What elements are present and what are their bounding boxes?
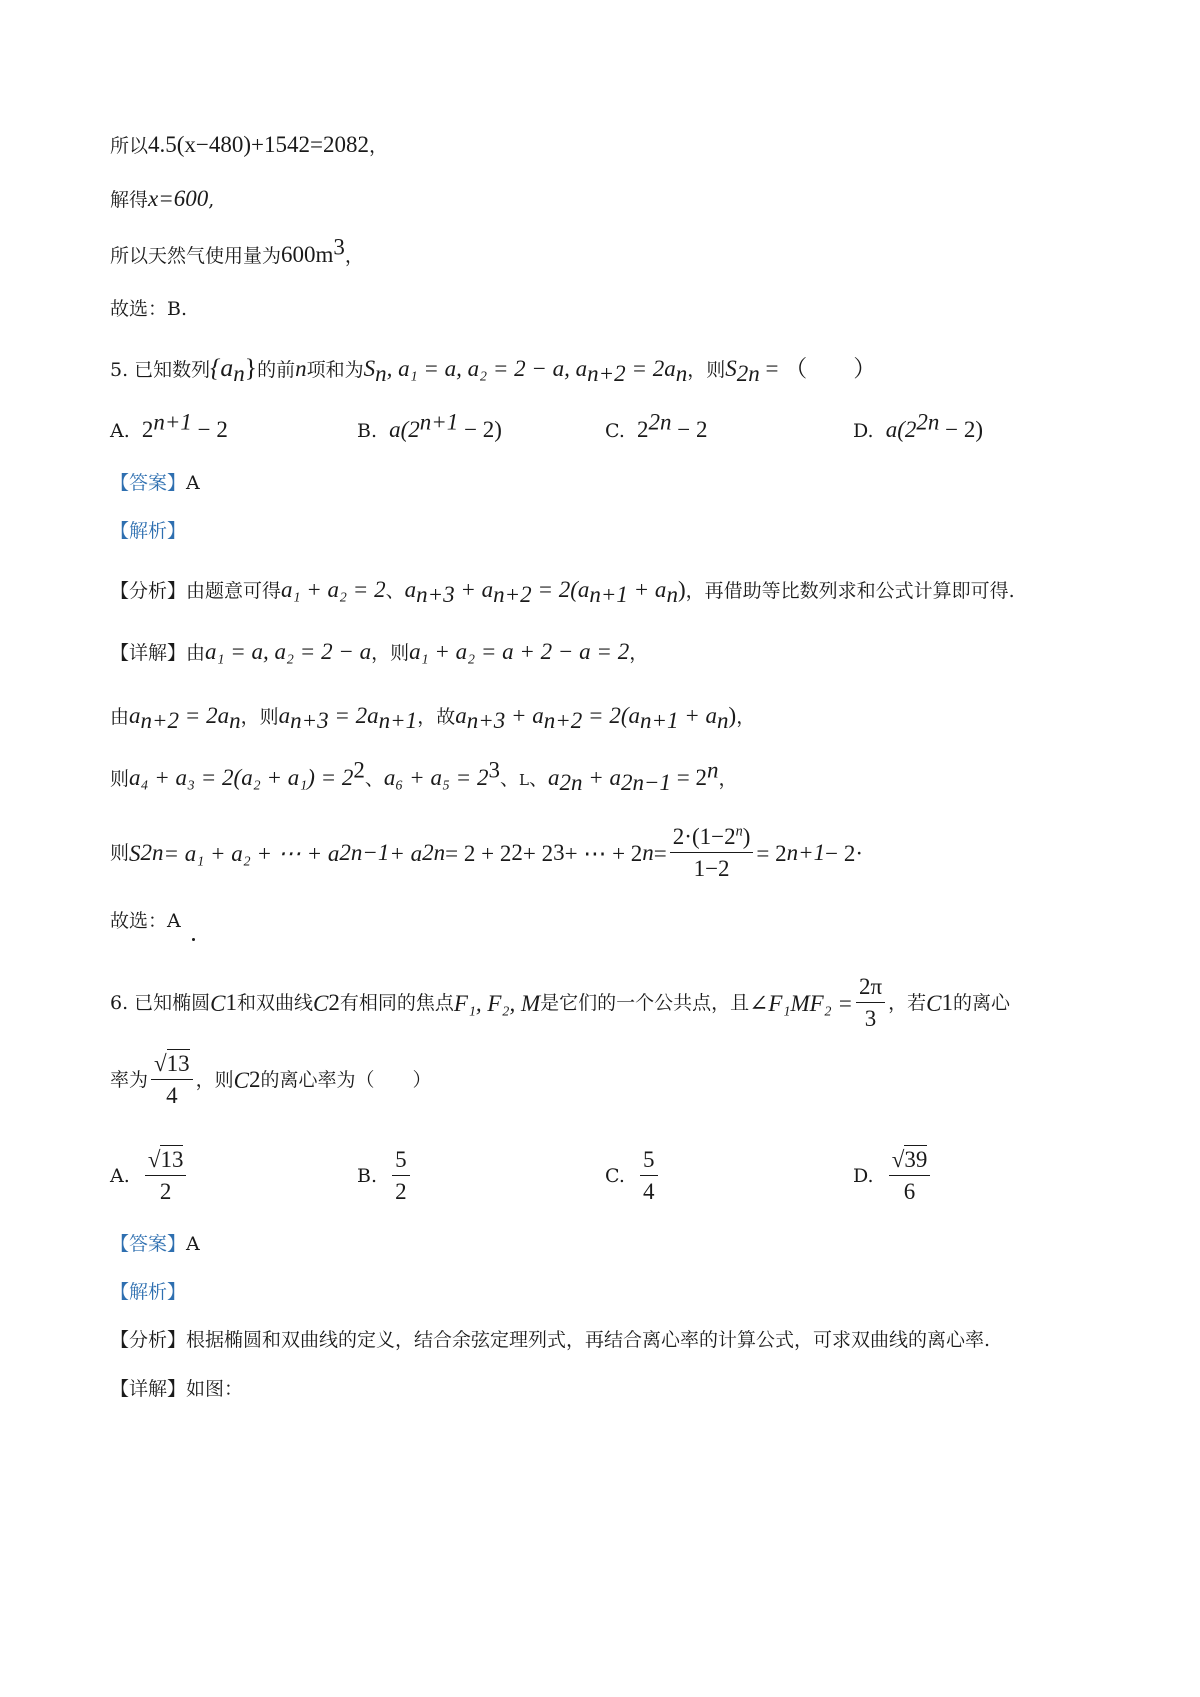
option-fraction [392, 1148, 410, 1204]
equation: + a [582, 765, 621, 790]
equation: ) [677, 577, 686, 602]
text: 项和为 [306, 359, 364, 381]
equation: = [653, 840, 667, 866]
text: 、 [385, 580, 405, 602]
option-math: − 2) [458, 417, 502, 442]
answer-value: A [186, 472, 200, 494]
equation: + a [678, 703, 718, 728]
text: 率为 [110, 1068, 149, 1091]
equation: a [129, 703, 141, 728]
option-c [605, 1148, 661, 1204]
text: 有相同的焦点 [339, 991, 454, 1014]
conclusion-5 [110, 912, 181, 931]
text: 是它们的一个公共点，且 [540, 991, 750, 1014]
quantity: 600m [281, 242, 334, 267]
exponent: n [735, 823, 743, 840]
option-math: − 2 [191, 417, 228, 442]
exponent: n+1 [419, 409, 459, 435]
denominator: 1−2 [693, 856, 730, 882]
option-math: 2 [637, 417, 649, 442]
denominator: 2 [159, 1179, 172, 1205]
option-d [853, 1148, 933, 1204]
text: ， [718, 768, 738, 790]
text: = （ ） [759, 356, 877, 381]
question-6-line-2: 率为 $\frac{√13}{4}$ ，则 C 2 的离心率为（ ） [110, 1051, 432, 1109]
equation: a₆ + a₅ = 2 [383, 765, 489, 790]
equation: + a [505, 703, 544, 728]
option-a [110, 1148, 189, 1204]
equation: = 2a [625, 356, 676, 381]
text: ，则 [240, 706, 279, 728]
ellipsis-glyph: L [518, 771, 529, 789]
solution-line-2 [110, 187, 214, 210]
subscript: n [666, 581, 678, 607]
subscript: 2n [559, 769, 583, 795]
text: 、 [528, 768, 548, 790]
text: 的离心率为（ ） [260, 1068, 432, 1091]
text: ， [629, 642, 649, 664]
eccentricity-fraction: $\frac{√13}{4}$ [151, 1052, 193, 1108]
text: 则 [110, 841, 130, 864]
subscript: n [233, 360, 245, 386]
equation: F₁, F₂, M [453, 990, 541, 1016]
exponent: 3 [488, 757, 500, 783]
equation: − 2· [825, 840, 864, 866]
exponent: 2 [353, 757, 365, 783]
solution-line-3 [110, 234, 364, 267]
equation: a₄ + a₃ = 2(a₂ + a₁) = 2 [129, 765, 354, 790]
equation: 4.5(x−480)+1542=2082 [148, 132, 369, 157]
text: 和双曲线 [237, 991, 314, 1014]
option-label: C. [605, 1164, 625, 1187]
equation: S [129, 840, 141, 866]
symbol: C [233, 1067, 249, 1093]
answer-tag: 【答案】 [110, 472, 187, 494]
equation: + a [627, 577, 667, 602]
text: ， [344, 245, 364, 267]
answer-5 [110, 474, 200, 493]
text: 、 [364, 768, 384, 790]
answer-6 [110, 1235, 200, 1254]
symbol: C [210, 990, 226, 1016]
equation: a [278, 703, 291, 728]
text: ，故 [417, 706, 456, 728]
text: 由 [110, 706, 130, 728]
brace: } [244, 353, 258, 382]
xiangjie-5-line-1 [110, 640, 648, 663]
question-number-text: 5. 已知数列 [110, 359, 211, 381]
option-label: C. [605, 420, 625, 442]
fenxi-5 [110, 577, 1015, 607]
numerator: 5 [392, 1148, 410, 1176]
xiangjie-tag: 【详解】 [110, 642, 187, 664]
text: 由题意可得 [186, 580, 282, 602]
analysis-5 [110, 522, 186, 541]
option-label: A. [110, 1164, 130, 1187]
equation: = 2 + 2 [445, 840, 512, 866]
text: ，则 [371, 642, 410, 664]
equation: ∠F₁MF₂ = [749, 990, 853, 1016]
subscript: 2n [736, 360, 760, 386]
text: ，再借助等比数列求和公式计算即可得. [685, 580, 1015, 602]
text: ， [736, 706, 756, 728]
option-b [357, 1148, 413, 1204]
numerator: 5 [640, 1148, 658, 1176]
option-fraction [640, 1148, 658, 1204]
xiangjie-5-line-3 [110, 757, 738, 795]
solution-conclusion [110, 300, 187, 319]
text: 所以 [110, 135, 149, 157]
exponent: n+1 [153, 409, 192, 435]
answer-value: A [186, 1233, 200, 1255]
text: ，则 [195, 1068, 234, 1091]
question-6-line-1: 6. 已知椭圆 C 1 和双曲线 C 2 有相同的焦点 F₁, F₂, M 是它们的一个公共点，且 ∠F₁MF₂ = $\frac{2\pi}{3}$ ，若 C 1 的离心 [110, 974, 1010, 1032]
text: 根据椭圆和双曲线的定义，结合余弦定理列式，再结合离心率的计算公式，可求双曲线的离心率. [186, 1329, 991, 1351]
radicand: 13 [160, 1147, 184, 1172]
exponent: 2n [916, 409, 940, 435]
subscript: n [675, 360, 688, 386]
analysis-tag: 【解析】 [110, 1281, 187, 1303]
text: 的前 [257, 359, 296, 381]
option-fraction: $\frac{√39}{6}$ [889, 1148, 931, 1204]
equation: x=600 [148, 186, 209, 211]
option-label: B. [357, 420, 378, 442]
equation: = 2 [756, 840, 787, 866]
denominator: 2 [395, 1179, 407, 1205]
subscript: n+3 [416, 581, 455, 607]
subscript: n+2 [543, 707, 583, 733]
text: 的离心 [952, 991, 1010, 1014]
equation: a₁ + a₂ = 2 [281, 577, 386, 602]
xiangjie-tag: 【详解】 [110, 1378, 187, 1400]
subscript: n+2 [493, 581, 532, 607]
xiangjie-6 [110, 1380, 243, 1399]
fenxi-tag: 【分析】 [110, 580, 187, 602]
numerator: ) [742, 824, 751, 849]
subscript: n+1 [378, 707, 418, 733]
angle-fraction [856, 975, 885, 1031]
numerator: 2·(1−2 [672, 824, 736, 849]
equation: + a [454, 577, 494, 602]
option-label: A. [110, 420, 130, 442]
variable: n [295, 356, 307, 381]
option-math: a(2 [389, 417, 420, 442]
denominator: 4 [643, 1179, 655, 1205]
answer-tag: 【答案】 [110, 1233, 187, 1255]
text: 故选：A [110, 910, 181, 932]
text: 、 [499, 768, 519, 790]
equation: a [547, 765, 560, 790]
equation: = 2 [671, 765, 708, 790]
subscript: n+1 [589, 581, 628, 607]
equation: a₁ + a₂ = a + 2 − a = 2 [409, 639, 630, 664]
equation: a [455, 703, 467, 728]
subscript: n+3 [466, 707, 506, 733]
text: 如图： [186, 1378, 244, 1400]
radicand: 13 [166, 1051, 190, 1076]
text: ，则 [687, 359, 726, 381]
option-c [605, 409, 708, 442]
subscript: n+3 [290, 707, 329, 733]
text: ， [369, 135, 389, 157]
option-label: D. [853, 420, 874, 442]
subscript: n [375, 360, 387, 386]
fenxi-tag: 【分析】 [110, 1329, 187, 1351]
analysis-6 [110, 1283, 186, 1302]
denominator: 4 [166, 1083, 178, 1109]
question-number-text: 6. 已知椭圆 [110, 991, 211, 1014]
subscript: n [229, 707, 241, 733]
equation: ) [728, 703, 737, 728]
subscript: n+1 [639, 707, 679, 733]
question-5 [110, 353, 877, 386]
xiangjie-5-line-4: 则 S 2n = a₁ + a₂ + ⋯ + a 2n−1 + a 2n = 2 + 2 2 + 2 3 + ⋯ + 2 n = $\frac{2\cdot(1-2^n)}{1-2}$ = 2 n+1 − 2· [110, 823, 864, 882]
equation: a [404, 577, 417, 602]
option-math: − 2) [939, 417, 984, 442]
option-label: B. [357, 1164, 378, 1187]
symbol: C [313, 990, 329, 1016]
denominator: 6 [903, 1179, 916, 1205]
equation: = a₁ + a₂ + ⋯ + a [163, 840, 340, 866]
equation: + a [389, 840, 423, 866]
equation: a₁ = a, a₂ = 2 − a [205, 639, 372, 664]
subscript: 2n−1 [621, 769, 672, 795]
subscript: n+2 [140, 707, 180, 733]
exponent: 2n [648, 409, 672, 435]
text: 所以天然气使用量为 [110, 245, 282, 267]
equation: + 2 [522, 840, 554, 866]
option-math: 2 [141, 417, 154, 442]
text: , [208, 189, 215, 211]
solution-line-1 [110, 133, 388, 156]
option-label: D. [853, 1164, 874, 1187]
symbol: C [926, 990, 942, 1016]
option-fraction: $\frac{√13}{2}$ [145, 1148, 187, 1204]
denominator: 3 [864, 1006, 877, 1032]
equation: = 2(a [582, 703, 640, 728]
option-d [853, 409, 984, 442]
option-a [110, 409, 228, 442]
exponent: 3 [333, 234, 345, 260]
equation: = 2(a [531, 577, 590, 602]
equation: = 2a [179, 703, 230, 728]
equation: = 2a [328, 703, 379, 728]
stray-dot [192, 938, 195, 941]
fenxi-6 [110, 1331, 990, 1350]
exponent: n [707, 757, 719, 783]
equation: S [725, 356, 737, 381]
xiangjie-5-line-2 [110, 703, 756, 733]
numerator: 2π [856, 975, 885, 1003]
subscript: n+2 [587, 360, 626, 386]
text: ，若 [888, 991, 927, 1014]
equation: , a₁ = a, a₂ = 2 − a, a [386, 356, 588, 381]
analysis-tag: 【解析】 [110, 520, 187, 542]
radicand: 39 [904, 1147, 928, 1172]
sequence-symbol: {a [210, 353, 234, 382]
option-math: a(2 [885, 417, 917, 442]
text: 解得 [110, 189, 149, 211]
text: 故选：B. [110, 298, 188, 320]
option-b [357, 409, 502, 442]
equation: S [363, 356, 376, 381]
text: 由 [186, 642, 206, 664]
option-math: − 2 [671, 417, 708, 442]
sum-fraction [670, 825, 754, 881]
text: 则 [110, 768, 130, 790]
subscript: n [717, 707, 729, 733]
equation: + ⋯ + 2 [564, 840, 643, 866]
